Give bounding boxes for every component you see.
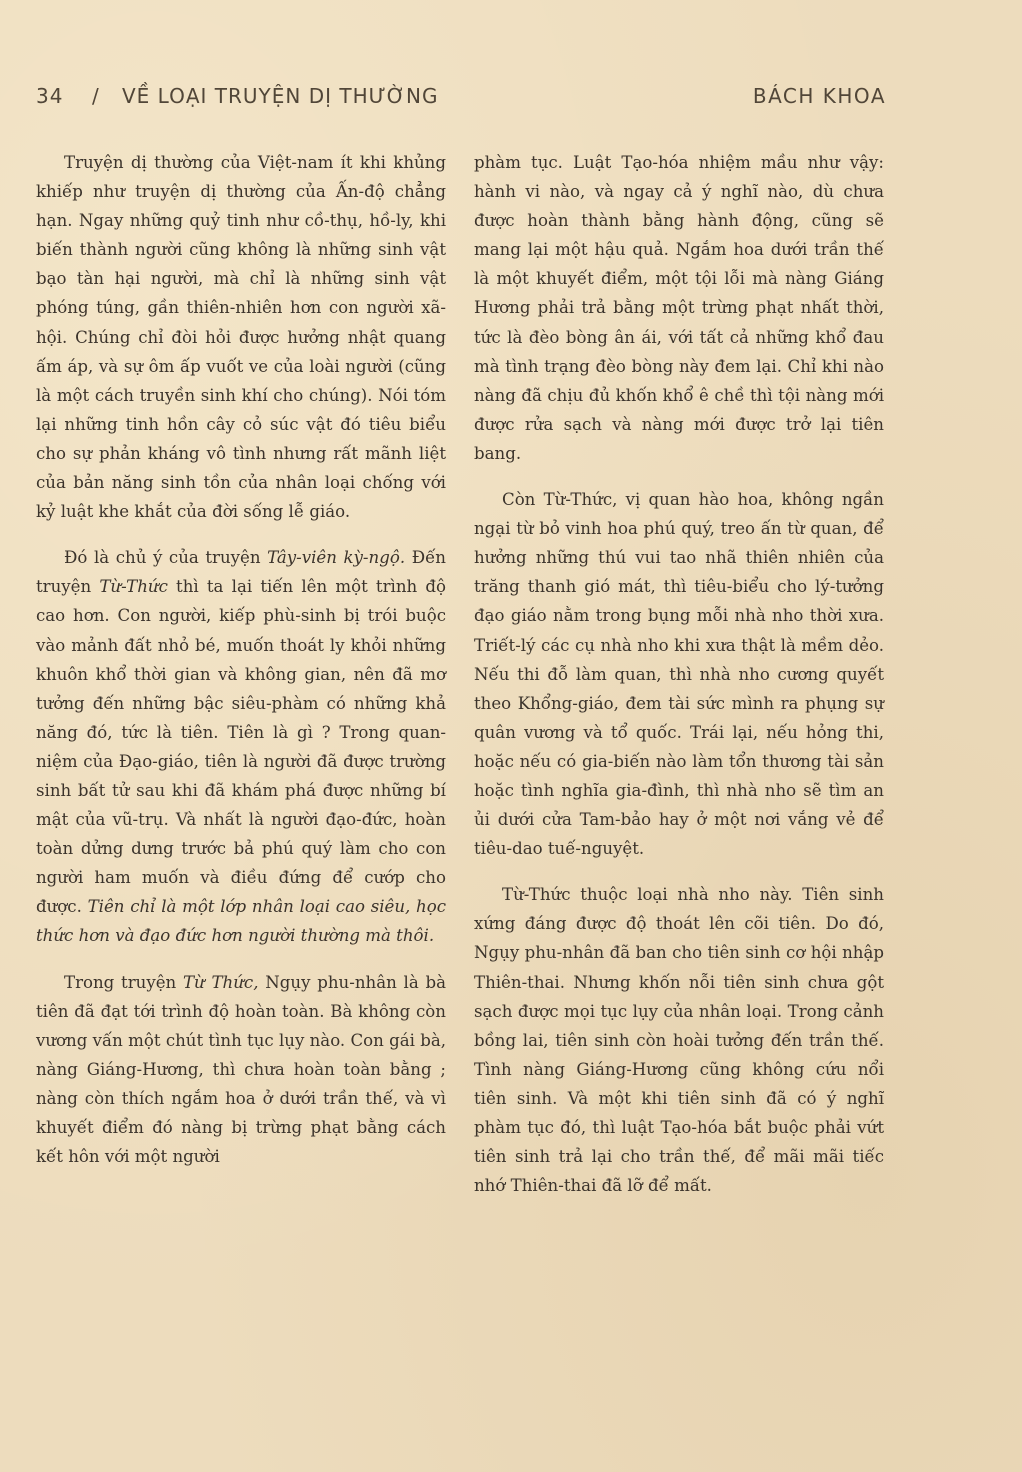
paragraph (36, 968, 446, 1172)
right-column (474, 148, 884, 1200)
page-header (36, 84, 886, 108)
header-separator: / (92, 84, 100, 108)
italic-sentence: Tiên chỉ là một lớp nhân loại cao siêu, học thức hơn và đạo đức hơn người thường mà thôi. (36, 897, 446, 946)
paragraph: Từ-Thức thuộc loại nhà nho này. Tiên sinh xứng đáng được độ thoát lên cõi tiên. Do đó, Ngụy phu-nhân đã ban cho tiên sinh cơ hội nhập Thiên-thai. Nhưng khốn nỗi tiên sinh chưa gột sạch được mọi tục lụy của nhân loại. Trong cảnh bồng lai, tiên sinh còn hoài tưởng đến trần thế. Tình nàng Giáng-Hương cũng không cứu nổi tiên sinh. Và một khi tiên sinh đã có ý nghĩ phàm tục đó, thì luật Tạo-hóa bắt buộc phải vứt tiên sinh trả lại cho trần thế, để mãi mãi tiếc nhớ Thiên-thai đã lỡ để mất. (474, 885, 884, 1196)
left-column (36, 148, 446, 1171)
story-title: Từ-Thức (99, 577, 168, 597)
paragraph: phàm tục. Luật Tạo-hóa nhiệm mầu như vậy: hành vi nào, và ngay cả ý nghĩ nào, dù chưa được hoàn thành bằng hành động, cũng sẽ mang lại một hậu quả. Ngắm hoa dưới trần thế là một khuyết điểm, một tội lỗi mà nàng Giáng Hương phải trả bằng một trừng phạt nhất thời, tức là đèo bòng ân ái, với tất cả những khổ đau mà tình trạng đèo bòng này đem lại. Chỉ khi nào nàng đã chịu đủ khốn khổ ê chề thì tội nàng mới được rửa sạch và nàng mới được trở lại tiên bang. (474, 153, 884, 463)
running-title: VỀ LOẠI TRUYỆN DỊ THƯỜNG (122, 84, 439, 108)
page-number: 34 (36, 84, 64, 108)
text-run: Đó là chủ ý của truyện (64, 548, 268, 568)
paragraph: Còn Từ-Thức, vị quan hào hoa, không ngần ngại từ bỏ vinh hoa phú quý, treo ấn từ quan, để hưởng những thú vui tao nhã thiên nhiên của trăng thanh gió mát, thì tiêu-biểu cho lý-tưởng đạo giáo nằm trong bụng mỗi nhà nho thời xưa. Triết-lý các cụ nhà nho khi xưa thật là mềm dẻo. Nếu thi đỗ làm quan, thì nhà nho cương quyết theo Khổng-giáo, đem tài sức mình ra phụng sự quân vương và tổ quốc. Trái lại, nếu hỏng thi, hoặc nếu có gia-biến nào làm tổn thương tài sản hoặc tình nghĩa gia-đình, thì nhà nho sẽ tìm an ủi dưới cửa Tam-bảo hay ở một nơi vắng vẻ để tiêu-dao tuế-nguyệt. (474, 490, 884, 859)
text-run: Đến truyện (36, 548, 446, 597)
text-run: thì ta lại tiến lên một trình độ cao hơn. Con người, kiếp phù-sinh bị trói buộc vào mảnh đất nhỏ bé, muốn thoát ly khỏi những khuôn khổ thời gian và không gian, nên đã mơ tưởng đến những bậc siêu-phàm có những khả năng đó, tức là tiên. Tiên là gì ? Trong quan-niệm của Đạo-giáo, tiên là người đã được trường sinh bất tử sau khi đã khám phá được những bí mật của vũ-trụ. Và nhất là người đạo-đức, hoàn toàn dửng dưng trước bả phú quý làm cho con người ham muốn và điều đứng để cướp cho được. (36, 577, 446, 917)
story-title: Tây-viên kỳ-ngộ. (267, 548, 406, 568)
story-title: Từ Thức, (182, 972, 259, 992)
text-run: Trong truyện (64, 972, 183, 992)
paragraph (36, 543, 446, 950)
text-run: Ngụy phu-nhân là bà tiên đã đạt tới trình độ hoàn toàn. Bà không còn vương vấn một chút tình tục lụy nào. Con gái bà, nàng Giáng-Hương, thì chưa hoàn toàn bằng ; nàng còn thích ngắm hoa ở dưới trần thế, và vì khuyết điểm đó nàng bị trừng phạt bằng cách kết hôn với một người (36, 972, 447, 1167)
magazine-name: BÁCH KHOA (752, 84, 886, 108)
paragraph: Truyện dị thường của Việt-nam ít khi khủng khiếp như truyện dị thường của Ấn-độ chẳng hạn. Ngay những quỷ tinh như cồ-thụ, hồ-ly, khi biến thành người cũng không là những sinh vật bạo tàn hại người, mà chỉ là những sinh vật phóng túng, gần thiên-nhiên hơn con người xã-hội. Chúng chỉ đòi hỏi được hưởng nhật quang ấm áp, và sự ôm ấp vuốt ve của loài người (cũng là một cách truyền sinh khí cho chúng). Nói tóm lại những tinh hồn cây cỏ súc vật đó tiêu biểu cho sự phản kháng vô tình nhưng rất mãnh liệt của bản năng sinh tồn của nhân loại chống với kỷ luật khe khắt của đời sống lễ giáo. (36, 153, 446, 522)
